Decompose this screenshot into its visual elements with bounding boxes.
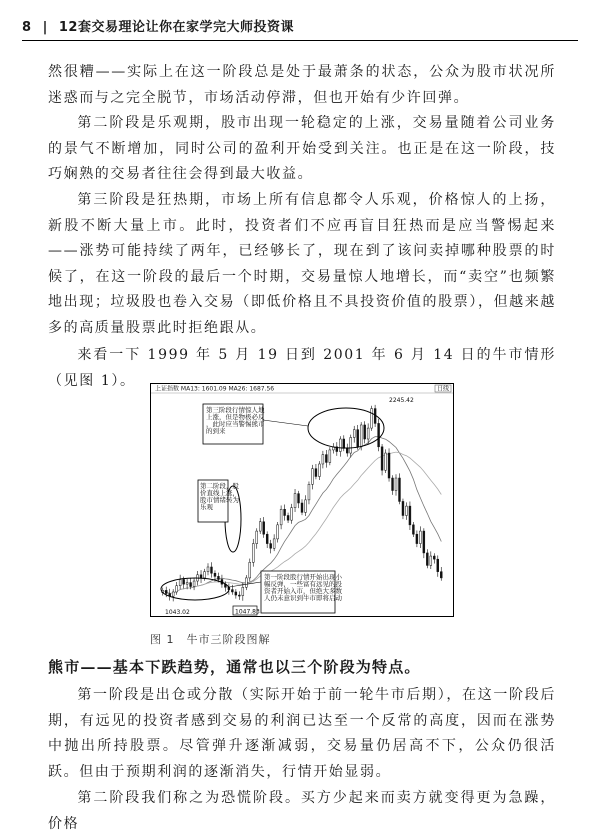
candle-body: [426, 553, 428, 565]
candle: [179, 575, 181, 590]
candle: [256, 528, 258, 548]
candle: [311, 465, 313, 490]
candle-body: [371, 409, 373, 429]
candle-body: [433, 556, 435, 559]
header-rule: [22, 40, 578, 41]
candle-body: [437, 559, 439, 571]
candle-body: [378, 423, 380, 446]
candle: [266, 531, 268, 548]
candle: [385, 449, 387, 473]
candle-body: [266, 534, 268, 543]
candle-body: [357, 430, 359, 447]
candle: [284, 505, 286, 521]
candle-body: [350, 437, 352, 453]
candle-body: [343, 439, 345, 448]
candle-body: [193, 581, 195, 586]
high-value-label: 2245.42: [389, 397, 414, 404]
candle: [346, 444, 348, 457]
candle-body: [423, 531, 425, 553]
candle: [252, 539, 254, 567]
candle-body: [280, 509, 282, 525]
candle-body: [367, 428, 369, 439]
candle: [322, 451, 324, 468]
candle-body: [388, 453, 390, 478]
stage2-note-text: 第二阶段，股价直线上涨，股市情绪转为乐观: [200, 482, 239, 511]
paragraph-6: 第一阶段是出仓或分散（实际开始于前一轮牛市后期），在这一阶段后期，有远见的投资者感到交易的利润已达至一个反常的高度，因而在涨势中抛出所持股票。尽管弹升逐渐减弱，交易量仍居高不下，公众仍很活跃。但由于预期利润的逐渐消失，行情开始显弱。: [48, 687, 556, 780]
candle: [176, 582, 178, 595]
candle: [423, 528, 425, 558]
candle: [343, 435, 345, 451]
candle-body: [392, 478, 394, 490]
candle: [298, 491, 300, 508]
candle: [440, 567, 442, 581]
paragraph-5: 熊市——基本下跌趋势，通常也以三个阶段为特点。: [48, 658, 421, 676]
candle-body: [172, 592, 174, 596]
low-value-label: 1043.02: [165, 609, 190, 616]
candle: [301, 499, 303, 515]
figure-caption: 图 1 牛市三阶段图解: [150, 633, 271, 646]
candle-body: [263, 522, 265, 534]
book-title: 12套交易理论让你在家学完大师投资课: [58, 20, 294, 35]
candle-body: [353, 430, 355, 438]
candle-body: [405, 506, 407, 515]
candle: [263, 517, 265, 538]
candle-body: [322, 455, 324, 464]
bull-market-figure: [150, 383, 454, 617]
candle-body: [176, 586, 178, 592]
paragraph-7: 第二阶段我们称之为恐慌阶段。买方少起来而卖方就变得更为急躁，价格: [48, 790, 556, 832]
candle: [392, 475, 394, 495]
candle-body: [385, 453, 387, 470]
candle: [259, 518, 261, 534]
candlestick-chart: [151, 384, 453, 616]
candle-body: [214, 573, 216, 576]
candle: [405, 502, 407, 519]
candle-body: [294, 494, 296, 508]
candle-body: [402, 501, 404, 515]
candle-body: [364, 425, 366, 439]
candle: [270, 540, 272, 554]
candle: [305, 495, 307, 516]
candle-body: [395, 478, 397, 490]
candle: [245, 575, 247, 590]
candle-body: [183, 579, 185, 584]
candle: [325, 450, 327, 468]
candle: [381, 444, 383, 475]
candle: [412, 522, 414, 537]
candle: [207, 563, 209, 575]
candle: [371, 406, 373, 431]
candle-body: [235, 592, 237, 595]
candle-body: [440, 572, 442, 578]
candle-body: [287, 515, 289, 520]
candle-body: [273, 539, 275, 548]
paragraph-4: 来看一下 1999 年 5 月 19 日到 2001 年 6 月 14 日的牛市情形（见图 1）。: [48, 347, 556, 389]
candle-body: [291, 508, 293, 520]
candle: [308, 481, 310, 504]
candle-body: [305, 500, 307, 512]
candle-body: [311, 469, 313, 485]
paragraph-2: 第二阶段是乐观期，股市出现一轮稳定的上涨，交易量随着公司业务的景气不断增加，同时公司的盈利开始受到关注。也正是在这一阶段，技巧娴熟的交易者往往会得到最大收益。: [48, 115, 556, 182]
candle-body: [399, 478, 401, 501]
candle: [426, 549, 428, 568]
candle: [221, 575, 223, 588]
candle-body: [346, 448, 348, 453]
candle: [336, 442, 338, 456]
candle: [419, 526, 421, 548]
candle: [329, 447, 331, 465]
paragraph-1: 然很糟——实际上在这一阶段总是处于最萧条的状态，公众为股市状况所迷惑而与之完全脱节，市场活动停滞，但也开始有少许回弹。: [48, 64, 556, 106]
candle-body: [245, 578, 247, 587]
candle-body: [339, 439, 341, 451]
candle: [364, 421, 366, 443]
candle-body: [329, 450, 331, 462]
candle: [242, 583, 244, 601]
candle-body: [238, 595, 240, 596]
candle: [357, 425, 359, 450]
period-label: 日线: [437, 385, 450, 393]
candle: [402, 499, 404, 519]
candle: [437, 555, 439, 576]
candle-body: [284, 509, 286, 515]
candle: [318, 461, 320, 480]
candle: [211, 562, 213, 577]
candle: [433, 553, 435, 563]
candle-body: [190, 583, 192, 587]
paragraph-3: 第三阶段是狂热期，市场上所有信息都令人乐观，价格惊人的上扬，新股不断大量上市。此时，投资者们不应再盲目狂热而是应当警惕起来——涨势可能持续了两年，已经够长了，现在到了该问卖掉哪种股票的时候了，在这一阶段的最后一个时期，交易量惊人地增长，而“卖空”也频繁地出现；垃圾股也卷入交易（即低价格且不具投资价值的股票），但越来越多的高质量股票此时拒绝跟从。: [48, 192, 556, 336]
candle-body: [430, 556, 432, 565]
candle-body: [416, 534, 418, 543]
candle-body: [318, 464, 320, 476]
candle: [294, 489, 296, 512]
candle-body: [204, 572, 206, 578]
candle-body: [242, 587, 244, 595]
chart-title: 上证指数 MA13: 1601.09 MA26: 1687.56: [155, 385, 275, 393]
candle: [339, 436, 341, 456]
candle: [273, 534, 275, 551]
candle-body: [308, 484, 310, 500]
candle: [399, 473, 401, 504]
candle-body: [165, 590, 167, 593]
page-number: 8: [22, 20, 32, 35]
candle: [200, 570, 202, 583]
stage3-note-text: 第三阶段行情惊人地上涨，但是物极必反，此时应当警惕熊市的到来: [206, 406, 265, 435]
candle: [430, 551, 432, 569]
candle-body: [256, 531, 258, 543]
candle-body: [277, 525, 279, 539]
candle-body: [360, 425, 362, 447]
candle-body: [200, 575, 202, 578]
candle-body: [409, 506, 411, 525]
header-separator: |: [42, 20, 48, 35]
candle-body: [419, 531, 421, 543]
candle: [350, 435, 352, 458]
candle-body: [298, 494, 300, 503]
stage3-pointer: [263, 420, 308, 426]
candle-body: [252, 544, 254, 563]
candle-body: [186, 583, 188, 585]
candle: [172, 589, 174, 601]
candle-body: [231, 590, 233, 592]
candle: [395, 474, 397, 495]
candle: [235, 589, 237, 599]
candle: [291, 504, 293, 524]
candle: [193, 578, 195, 590]
candle-body: [315, 469, 317, 477]
candle-body: [207, 567, 209, 572]
candle: [367, 423, 369, 444]
candle: [388, 448, 390, 481]
stage1-note-text: 第一阶段股行情开始出现小幅反弹，一些富有远见的投资者开始入市，但绝大多数人仍未意识到牛市即将启动: [264, 573, 342, 602]
candle: [332, 443, 334, 453]
candle: [315, 464, 317, 479]
candle-body: [301, 503, 303, 512]
candle-body: [259, 522, 261, 531]
candle-body: [217, 576, 219, 579]
candle: [409, 501, 411, 530]
bottom-value-label: 1047.83: [235, 608, 260, 616]
candle-body: [270, 544, 272, 549]
candle: [416, 530, 418, 547]
candle: [378, 419, 380, 451]
candle-body: [179, 579, 181, 585]
candle: [287, 513, 289, 523]
candle: [249, 559, 251, 582]
candle: [169, 589, 171, 601]
candle-body: [381, 447, 383, 470]
running-header: [22, 16, 578, 36]
candle: [280, 505, 282, 529]
candle-body: [249, 562, 251, 578]
candle: [224, 581, 226, 591]
candle-body: [211, 567, 213, 573]
candle: [238, 591, 240, 600]
candle-body: [325, 455, 327, 463]
candle-body: [412, 525, 414, 534]
candle: [277, 522, 279, 542]
candle: [353, 426, 355, 443]
